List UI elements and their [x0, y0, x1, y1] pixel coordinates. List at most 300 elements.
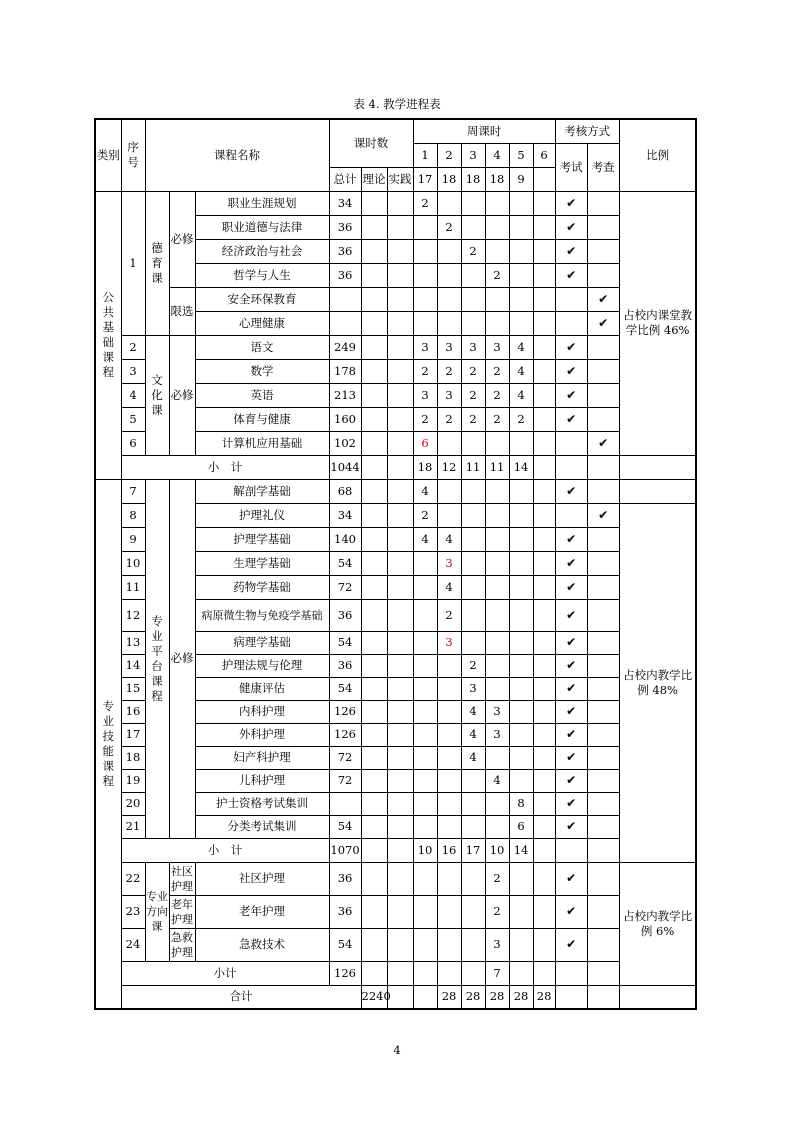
subtotal-public-check — [587, 455, 619, 479]
weekly-hours-sem-4: 2 — [485, 862, 509, 895]
seq-1: 1 — [121, 191, 145, 335]
weekly-hours-sem-1: 4 — [413, 527, 437, 551]
exam-mark: ✔ — [555, 928, 587, 961]
course-name: 心理健康 — [195, 311, 329, 335]
course-theory — [361, 792, 387, 815]
check-mark — [587, 700, 619, 723]
teaching-schedule-table — [94, 118, 697, 1010]
header-ratio: 比例 — [619, 119, 696, 191]
course-practice — [387, 792, 413, 815]
weekly-hours-sem-5: 8 — [509, 792, 533, 815]
course-theory — [361, 575, 387, 599]
weekly-hours-sem-6 — [533, 479, 555, 503]
course-hours: 54 — [329, 677, 361, 700]
week-count-4: 18 — [485, 167, 509, 191]
grand-total-hours: 2240 — [361, 985, 387, 1009]
weekly-hours-sem-1: 2 — [413, 191, 437, 215]
weekly-hours-sem-1 — [413, 575, 437, 599]
subtotal-platform-exam — [555, 838, 587, 862]
weekly-hours-sem-2: 3 — [437, 383, 461, 407]
weekly-hours-sem-3 — [461, 928, 485, 961]
weekly-hours-sem-1 — [413, 815, 437, 838]
table-row — [95, 895, 696, 928]
weekly-hours-sem-5 — [509, 862, 533, 895]
weekly-hours-sem-3 — [461, 815, 485, 838]
course-name: 老年护理 — [195, 895, 329, 928]
course-theory — [361, 407, 387, 431]
weekly-hours-sem-4 — [485, 311, 509, 335]
ratio-public-subtotal — [619, 455, 696, 479]
weekly-hours-sem-3: 3 — [461, 677, 485, 700]
grand-total-theory — [387, 985, 413, 1009]
weekly-hours-sem-6 — [533, 215, 555, 239]
weekly-hours-sem-5 — [509, 895, 533, 928]
category-public-basic: 公共基础课程 — [95, 191, 121, 479]
subtotal-direction-hours: 126 — [329, 961, 361, 985]
subtotal-public-practice — [387, 455, 413, 479]
weekly-hours-sem-2 — [437, 263, 461, 287]
week-6: 6 — [533, 143, 555, 167]
weekly-hours-sem-3: 2 — [461, 239, 485, 263]
weekly-hours-sem-5 — [509, 769, 533, 792]
check-mark — [587, 239, 619, 263]
header-exam: 考试 — [555, 143, 587, 191]
weekly-hours-sem-2 — [437, 654, 461, 677]
exam-mark: ✔ — [555, 654, 587, 677]
seq: 22 — [121, 862, 145, 895]
subtotal-direction-exam — [555, 961, 587, 985]
subtotal-platform-week-3: 17 — [461, 838, 485, 862]
subtotal-direction-check — [587, 961, 619, 985]
check-mark: ✔ — [587, 311, 619, 335]
weekly-hours-sem-4 — [485, 215, 509, 239]
course-name: 经济政治与社会 — [195, 239, 329, 263]
weekly-hours-sem-3: 2 — [461, 654, 485, 677]
course-name: 妇产科护理 — [195, 746, 329, 769]
weekly-hours-sem-4: 2 — [485, 407, 509, 431]
subtotal-platform-week-6 — [533, 838, 555, 862]
check-mark — [587, 599, 619, 631]
header-hours: 课时数 — [329, 119, 413, 167]
course-theory — [361, 700, 387, 723]
weekly-hours-sem-4 — [485, 746, 509, 769]
weekly-hours-sem-3: 4 — [461, 746, 485, 769]
check-mark — [587, 928, 619, 961]
weekly-hours-sem-2 — [437, 311, 461, 335]
weekly-hours-sem-4: 2 — [485, 383, 509, 407]
course-theory — [361, 599, 387, 631]
weekly-hours-sem-3: 2 — [461, 359, 485, 383]
course-name: 儿科护理 — [195, 769, 329, 792]
check-mark — [587, 792, 619, 815]
course-practice — [387, 479, 413, 503]
course-practice — [387, 746, 413, 769]
grand-total-label: 合计 — [121, 985, 361, 1009]
course-practice — [387, 769, 413, 792]
course-theory — [361, 311, 387, 335]
course-hours: 140 — [329, 527, 361, 551]
weekly-hours-sem-6 — [533, 928, 555, 961]
course-hours: 54 — [329, 631, 361, 654]
subtotal-platform-check — [587, 838, 619, 862]
course-theory — [361, 335, 387, 359]
course-name: 病原微生物与免疫学基础 — [195, 599, 329, 631]
seq: 5 — [121, 407, 145, 431]
weekly-hours-sem-5 — [509, 677, 533, 700]
check-mark — [587, 677, 619, 700]
weekly-hours-sem-2 — [437, 503, 461, 527]
seq: 18 — [121, 746, 145, 769]
course-theory — [361, 631, 387, 654]
seq: 17 — [121, 723, 145, 746]
weekly-hours-sem-1: 2 — [413, 407, 437, 431]
course-name: 计算机应用基础 — [195, 431, 329, 455]
weekly-hours-sem-1 — [413, 311, 437, 335]
weekly-hours-sem-2: 3 — [437, 551, 461, 575]
check-mark — [587, 527, 619, 551]
weekly-hours-sem-6 — [533, 792, 555, 815]
weekly-hours-sem-3 — [461, 431, 485, 455]
weekly-hours-sem-2: 2 — [437, 359, 461, 383]
weekly-hours-sem-3 — [461, 503, 485, 527]
weekly-hours-sem-4: 3 — [485, 700, 509, 723]
weekly-hours-sem-4 — [485, 575, 509, 599]
course-hours: 36 — [329, 263, 361, 287]
course-name: 病理学基础 — [195, 631, 329, 654]
weekly-hours-sem-1: 2 — [413, 503, 437, 527]
course-practice — [387, 631, 413, 654]
table-row — [95, 191, 696, 215]
subtotal-public-week-4: 11 — [485, 455, 509, 479]
header-weekly: 周课时 — [413, 119, 555, 143]
weekly-hours-sem-1 — [413, 746, 437, 769]
course-practice — [387, 407, 413, 431]
course-practice — [387, 239, 413, 263]
weekly-hours-sem-3 — [461, 479, 485, 503]
week-count-5: 9 — [509, 167, 533, 191]
weekly-hours-sem-4 — [485, 551, 509, 575]
course-hours: 72 — [329, 575, 361, 599]
weekly-hours-sem-4: 2 — [485, 359, 509, 383]
table-row — [95, 335, 696, 359]
weekly-hours-sem-4: 3 — [485, 723, 509, 746]
seq: 11 — [121, 575, 145, 599]
check-mark — [587, 746, 619, 769]
exam-mark: ✔ — [555, 407, 587, 431]
category-professional: 专业技能课程 — [95, 479, 121, 1009]
course-practice — [387, 191, 413, 215]
course-practice — [387, 928, 413, 961]
week-1: 1 — [413, 143, 437, 167]
course-hours: 160 — [329, 407, 361, 431]
course-name: 内科护理 — [195, 700, 329, 723]
seq: 15 — [121, 677, 145, 700]
seq: 8 — [121, 503, 145, 527]
course-hours: 36 — [329, 654, 361, 677]
exam-mark: ✔ — [555, 215, 587, 239]
weekly-hours-sem-6 — [533, 191, 555, 215]
subtotal-row — [95, 961, 696, 985]
weekly-hours-sem-6 — [533, 383, 555, 407]
group-culture: 文 化 课 — [145, 335, 169, 455]
exam-mark: ✔ — [555, 335, 587, 359]
weekly-hours-sem-2 — [437, 862, 461, 895]
course-theory — [361, 746, 387, 769]
exam-mark — [555, 503, 587, 527]
weekly-hours-sem-3 — [461, 263, 485, 287]
check-mark: ✔ — [587, 287, 619, 311]
subtotal-public-week-5: 14 — [509, 455, 533, 479]
weekly-hours-sem-5 — [509, 746, 533, 769]
weekly-hours-sem-1 — [413, 769, 437, 792]
week-count-2: 18 — [437, 167, 461, 191]
ratio-public: 占校内课堂教学比例 46% — [619, 191, 696, 455]
exam-mark: ✔ — [555, 862, 587, 895]
header-seq: 序 号 — [121, 119, 145, 191]
course-hours — [329, 311, 361, 335]
course-hours: 34 — [329, 191, 361, 215]
header-category: 类别 — [95, 119, 121, 191]
course-theory — [361, 551, 387, 575]
weekly-hours-sem-4 — [485, 479, 509, 503]
subtotal-public-week-2: 12 — [437, 455, 461, 479]
exam-mark: ✔ — [555, 479, 587, 503]
weekly-hours-sem-5 — [509, 631, 533, 654]
weekly-hours-sem-1 — [413, 677, 437, 700]
weekly-hours-sem-6 — [533, 862, 555, 895]
course-theory — [361, 191, 387, 215]
exam-mark: ✔ — [555, 769, 587, 792]
weekly-hours-sem-1 — [413, 287, 437, 311]
weekly-hours-sem-2: 2 — [437, 215, 461, 239]
seq: 14 — [121, 654, 145, 677]
course-hours: 102 — [329, 431, 361, 455]
week-count-1: 17 — [413, 167, 437, 191]
subtotal-direction-week-6 — [533, 961, 555, 985]
table-row — [95, 862, 696, 895]
subtotal-public-week-3: 11 — [461, 455, 485, 479]
weekly-hours-sem-3 — [461, 862, 485, 895]
direction-sub: 老年 护理 — [169, 895, 195, 928]
weekly-hours-sem-5 — [509, 700, 533, 723]
weekly-hours-sem-3 — [461, 599, 485, 631]
seq: 2 — [121, 335, 145, 359]
weekly-hours-sem-6 — [533, 311, 555, 335]
weekly-hours-sem-3 — [461, 311, 485, 335]
exam-mark: ✔ — [555, 895, 587, 928]
weekly-hours-sem-5 — [509, 287, 533, 311]
check-mark — [587, 723, 619, 746]
subtotal-platform-theory — [361, 838, 387, 862]
weekly-hours-sem-4 — [485, 503, 509, 527]
exam-mark: ✔ — [555, 239, 587, 263]
header-check: 考查 — [587, 143, 619, 191]
weekly-hours-sem-5: 2 — [509, 407, 533, 431]
weekly-hours-sem-5: 4 — [509, 383, 533, 407]
weekly-hours-sem-2 — [437, 815, 461, 838]
weekly-hours-sem-2: 3 — [437, 335, 461, 359]
weekly-hours-sem-5 — [509, 431, 533, 455]
check-mark — [587, 383, 619, 407]
subtotal-direction-week-4: 7 — [485, 961, 509, 985]
weekly-hours-sem-2 — [437, 928, 461, 961]
subtotal-platform-week-1: 10 — [413, 838, 437, 862]
exam-mark: ✔ — [555, 792, 587, 815]
weekly-hours-sem-6 — [533, 599, 555, 631]
weekly-hours-sem-1: 4 — [413, 479, 437, 503]
weekly-hours-sem-1 — [413, 723, 437, 746]
course-hours: 72 — [329, 746, 361, 769]
weekly-hours-sem-1 — [413, 895, 437, 928]
check-mark — [587, 215, 619, 239]
table-row — [95, 928, 696, 961]
weekly-hours-sem-1 — [413, 551, 437, 575]
course-hours: 126 — [329, 700, 361, 723]
course-practice — [387, 287, 413, 311]
seq: 6 — [121, 431, 145, 455]
exam-mark: ✔ — [555, 359, 587, 383]
course-practice — [387, 895, 413, 928]
course-hours: 213 — [329, 383, 361, 407]
subtotal-row — [95, 455, 696, 479]
weekly-hours-sem-2 — [437, 287, 461, 311]
grand-total-week-5: 28 — [533, 985, 555, 1009]
weekly-hours-sem-5 — [509, 479, 533, 503]
exam-mark: ✔ — [555, 383, 587, 407]
check-mark — [587, 359, 619, 383]
weekly-hours-sem-3 — [461, 551, 485, 575]
course-theory — [361, 862, 387, 895]
course-hours: 36 — [329, 895, 361, 928]
exam-mark: ✔ — [555, 700, 587, 723]
course-theory — [361, 239, 387, 263]
weekly-hours-sem-2: 4 — [437, 527, 461, 551]
course-theory — [361, 677, 387, 700]
course-practice — [387, 723, 413, 746]
seq: 20 — [121, 792, 145, 815]
required-label: 必修 — [169, 335, 195, 455]
exam-mark: ✔ — [555, 723, 587, 746]
elective-label: 限选 — [169, 287, 195, 335]
subtotal-platform-hours: 1070 — [329, 838, 361, 862]
weekly-hours-sem-3 — [461, 631, 485, 654]
week-count-3: 18 — [461, 167, 485, 191]
course-name: 护士资格考试集训 — [195, 792, 329, 815]
course-name: 英语 — [195, 383, 329, 407]
course-practice — [387, 599, 413, 631]
course-hours: 54 — [329, 815, 361, 838]
weekly-hours-sem-3: 3 — [461, 335, 485, 359]
weekly-hours-sem-5 — [509, 928, 533, 961]
course-practice — [387, 431, 413, 455]
course-practice — [387, 359, 413, 383]
check-mark — [587, 479, 619, 503]
course-practice — [387, 815, 413, 838]
weekly-hours-sem-6 — [533, 769, 555, 792]
grand-total-week-2: 28 — [461, 985, 485, 1009]
week-2: 2 — [437, 143, 461, 167]
grand-total-week-3: 28 — [485, 985, 509, 1009]
table-row — [95, 287, 696, 311]
course-hours — [329, 792, 361, 815]
seq: 24 — [121, 928, 145, 961]
subtotal-platform-week-2: 16 — [437, 838, 461, 862]
weekly-hours-sem-2 — [437, 723, 461, 746]
header-practice: 实践 — [387, 167, 413, 191]
weekly-hours-sem-6 — [533, 551, 555, 575]
course-name: 生理学基础 — [195, 551, 329, 575]
course-theory — [361, 527, 387, 551]
weekly-hours-sem-3 — [461, 215, 485, 239]
weekly-hours-sem-6 — [533, 239, 555, 263]
weekly-hours-sem-5 — [509, 527, 533, 551]
check-mark — [587, 335, 619, 359]
seq: 12 — [121, 599, 145, 631]
subtotal-direction-theory — [361, 961, 387, 985]
course-practice — [387, 527, 413, 551]
course-practice — [387, 215, 413, 239]
subtotal-public-label: 小 计 — [121, 455, 329, 479]
course-name: 体育与健康 — [195, 407, 329, 431]
exam-mark: ✔ — [555, 527, 587, 551]
course-name: 护理学基础 — [195, 527, 329, 551]
exam-mark: ✔ — [555, 746, 587, 769]
page-number: 4 — [393, 1043, 401, 1057]
subtotal-direction-practice — [387, 961, 413, 985]
week-4: 4 — [485, 143, 509, 167]
weekly-hours-sem-2 — [437, 895, 461, 928]
weekly-hours-sem-4 — [485, 527, 509, 551]
required-label: 必修 — [169, 191, 195, 287]
weekly-hours-sem-4: 4 — [485, 769, 509, 792]
exam-mark — [555, 311, 587, 335]
weekly-hours-sem-2: 4 — [437, 575, 461, 599]
check-mark — [587, 654, 619, 677]
check-mark — [587, 769, 619, 792]
weekly-hours-sem-3 — [461, 575, 485, 599]
course-theory — [361, 815, 387, 838]
course-name: 数学 — [195, 359, 329, 383]
table-row — [95, 479, 696, 503]
course-practice — [387, 311, 413, 335]
exam-mark: ✔ — [555, 575, 587, 599]
subtotal-platform-practice — [387, 838, 413, 862]
weekly-hours-sem-5 — [509, 599, 533, 631]
table-caption: 表 4. 教学进程表 — [353, 97, 441, 111]
week-3: 3 — [461, 143, 485, 167]
seq: 21 — [121, 815, 145, 838]
seq: 10 — [121, 551, 145, 575]
weekly-hours-sem-5: 4 — [509, 335, 533, 359]
weekly-hours-sem-1 — [413, 928, 437, 961]
course-practice — [387, 551, 413, 575]
header-total: 总计 — [329, 167, 361, 191]
header-assessment: 考核方式 — [555, 119, 619, 143]
course-theory — [361, 723, 387, 746]
course-practice — [387, 575, 413, 599]
weekly-hours-sem-1: 3 — [413, 335, 437, 359]
week-5: 5 — [509, 143, 533, 167]
exam-mark: ✔ — [555, 599, 587, 631]
group-direction: 专业 方向 课 — [145, 862, 169, 961]
weekly-hours-sem-2: 2 — [437, 407, 461, 431]
course-name: 护理礼仪 — [195, 503, 329, 527]
weekly-hours-sem-3 — [461, 191, 485, 215]
weekly-hours-sem-6 — [533, 263, 555, 287]
check-mark: ✔ — [587, 431, 619, 455]
seq: 3 — [121, 359, 145, 383]
weekly-hours-sem-5: 6 — [509, 815, 533, 838]
